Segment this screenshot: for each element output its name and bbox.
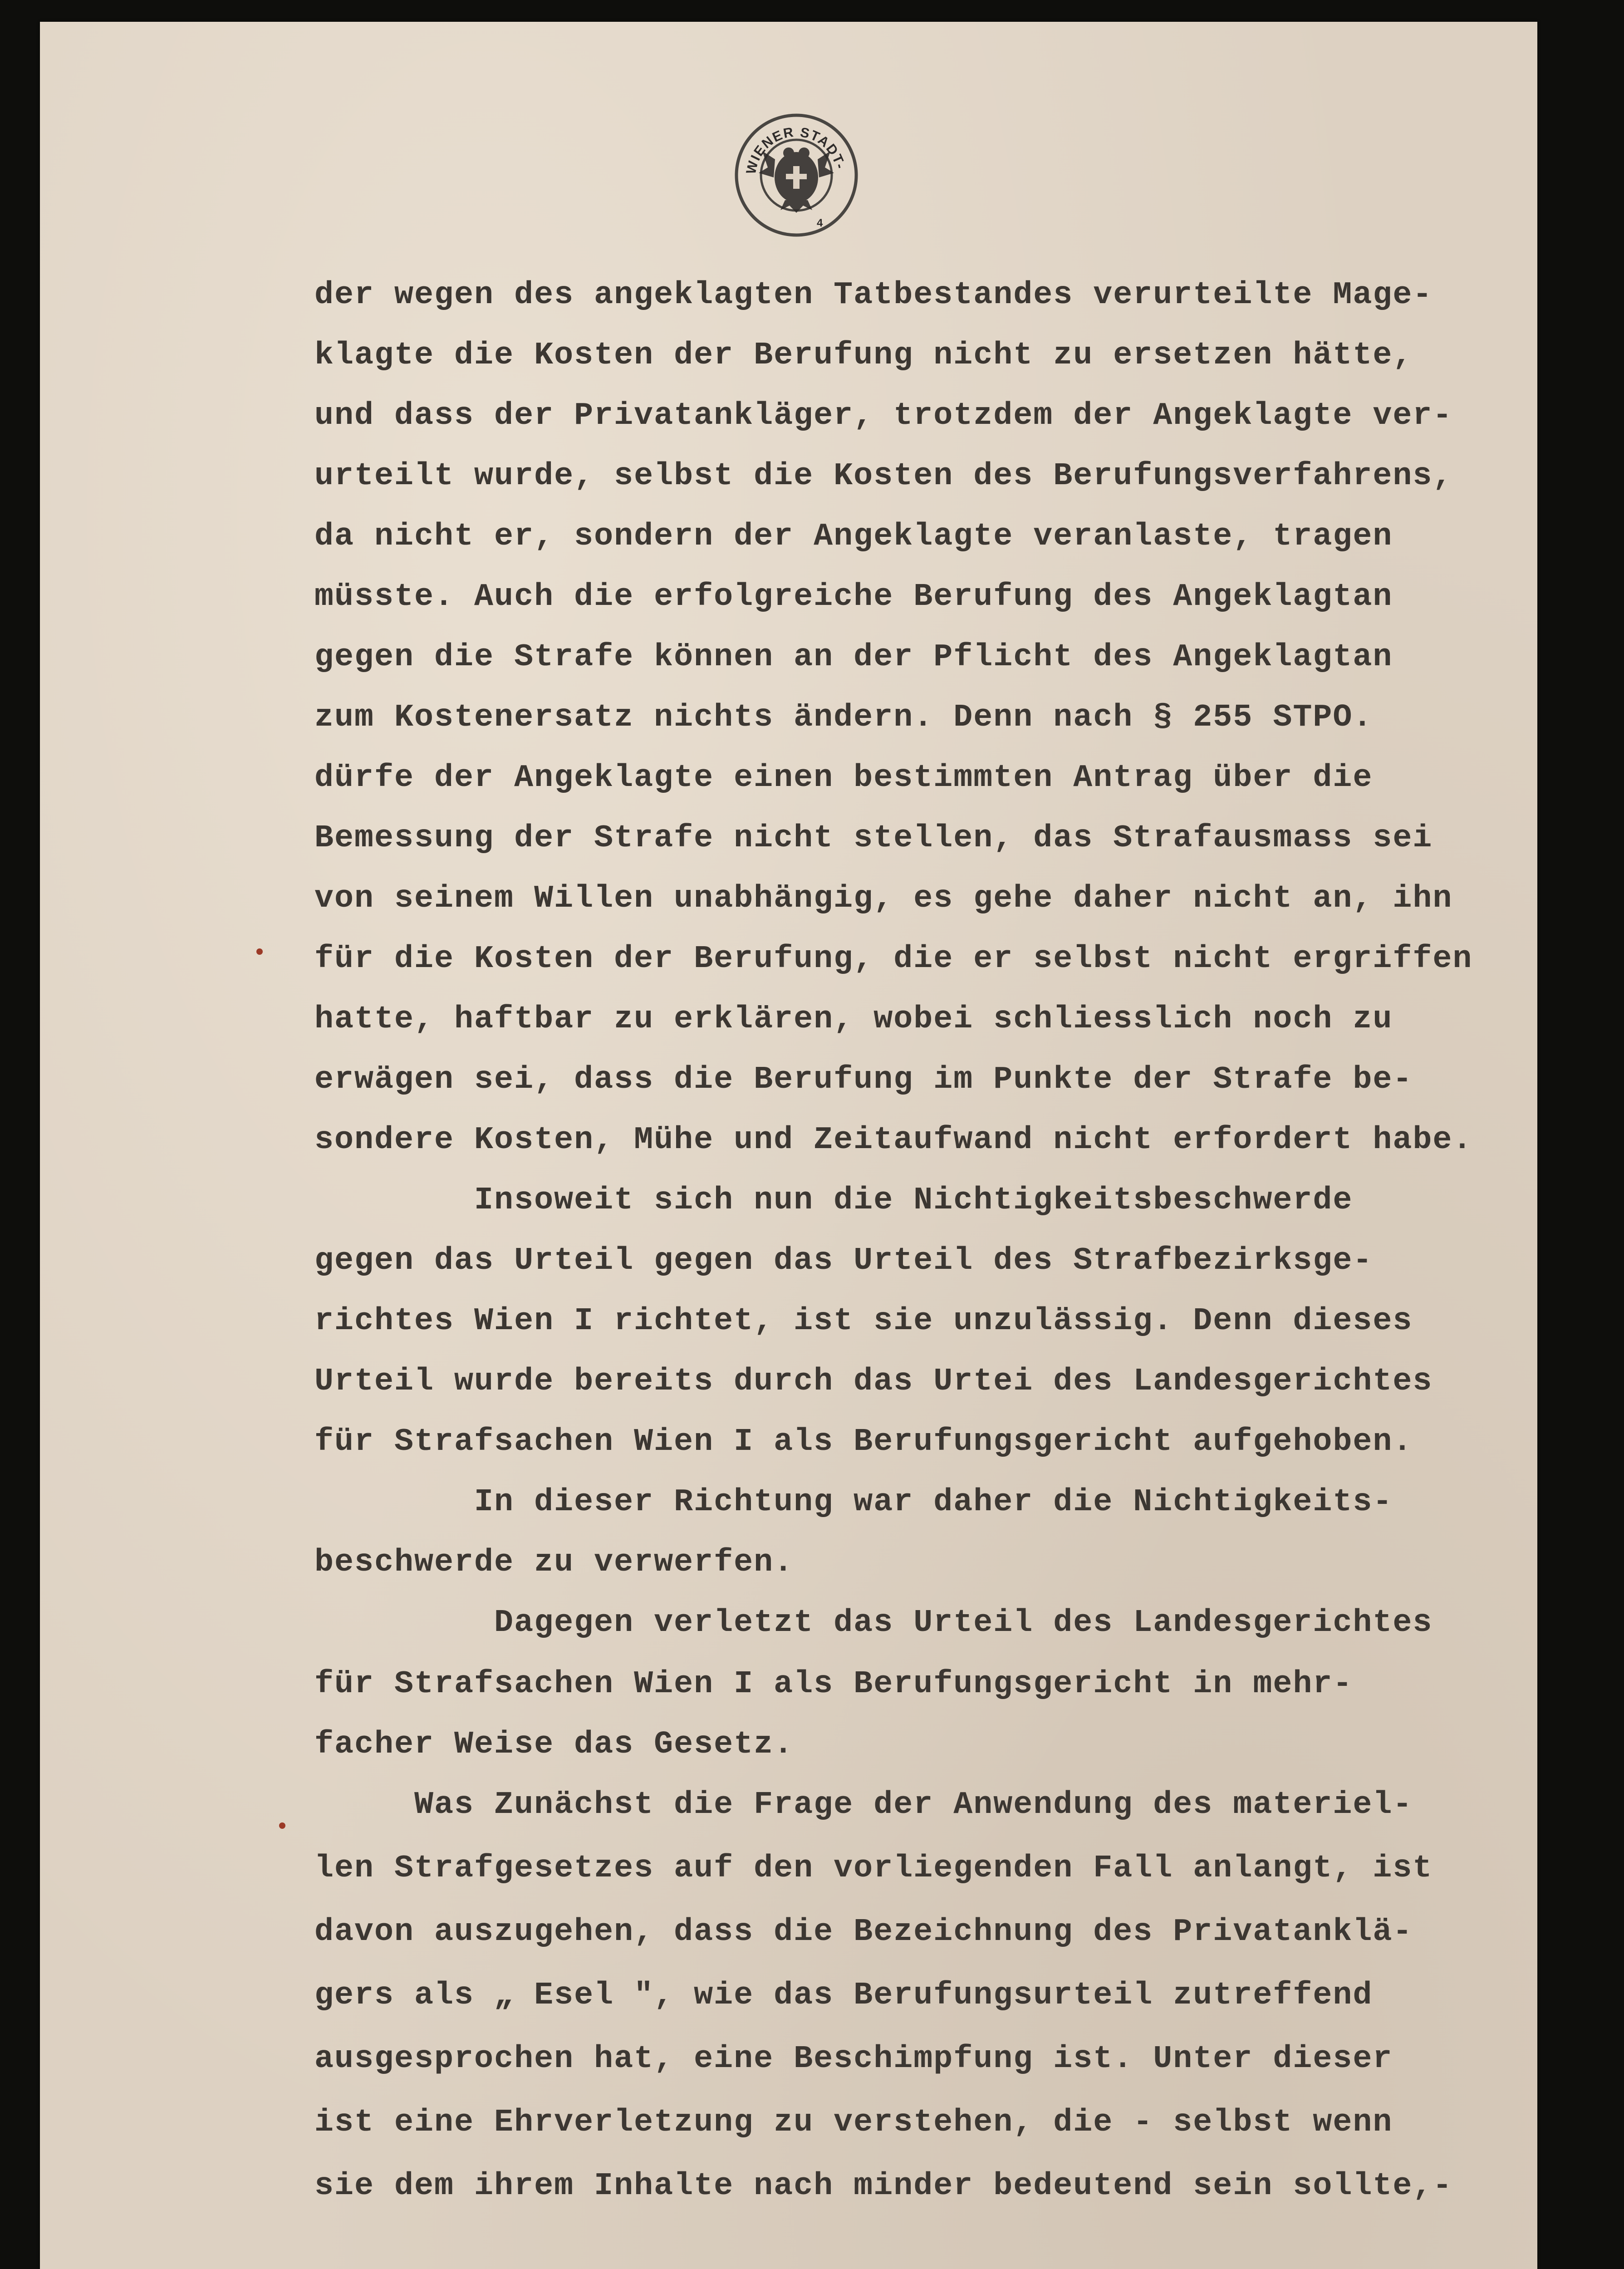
text-line: ausgesprochen hat, eine Beschimpfung ist. Unter dieser bbox=[314, 2041, 1393, 2077]
text-line: hatte, haftbar zu erklären, wobei schliesslich noch zu bbox=[314, 1002, 1393, 1037]
text-line: gegen das Urteil gegen das Urteil des Strafbezirksge- bbox=[314, 1243, 1373, 1279]
text-line: Insoweit sich nun die Nichtigkeitsbeschwerde bbox=[314, 1183, 1353, 1218]
text-line: für Strafsachen Wien I als Berufungsgericht aufgehoben. bbox=[314, 1424, 1413, 1460]
stamp-text: WIENER STADT- bbox=[743, 124, 848, 176]
text-line: richtes Wien I richtet, ist sie unzulässig. Denn dieses bbox=[314, 1303, 1413, 1339]
text-line: In dieser Richtung war daher die Nichtigkeits- bbox=[314, 1484, 1393, 1520]
text-line: erwägen sei, dass die Berufung im Punkte der Strafe be- bbox=[314, 1062, 1413, 1098]
text-line: Dagegen verletzt das Urteil des Landesgerichtes bbox=[314, 1605, 1433, 1641]
text-line: len Strafgesetzes auf den vorliegenden Fall anlangt, ist bbox=[314, 1851, 1433, 1886]
text-line: dürfe der Angeklagte einen bestimmten Antrag über die bbox=[314, 760, 1373, 796]
text-line: facher Weise das Gesetz. bbox=[314, 1727, 794, 1763]
text-line: von seinem Willen unabhängig, es gehe daher nicht an, ihn bbox=[314, 881, 1453, 917]
text-line: Urteil wurde bereits durch das Urtei des Landesgerichtes bbox=[314, 1364, 1433, 1400]
text-line: beschwerde zu verwerfen. bbox=[314, 1545, 794, 1581]
text-line: da nicht er, sondern der Angeklagte veranlaste, tragen bbox=[314, 519, 1393, 555]
text-line: sie dem ihrem Inhalte nach minder bedeutend sein sollte,- bbox=[314, 2168, 1453, 2204]
text-line: klagte die Kosten der Berufung nicht zu ersetzen hätte, bbox=[314, 338, 1413, 373]
text-line: müsste. Auch die erfolgreiche Berufung des Angeklagtan bbox=[314, 579, 1393, 615]
text-line: urteilt wurde, selbst die Kosten des Berufungsverfahrens, bbox=[314, 458, 1453, 494]
text-line: Bemessung der Strafe nicht stellen, das Strafausmass sei bbox=[314, 820, 1433, 856]
library-stamp bbox=[731, 109, 862, 241]
margin-ink-dot bbox=[256, 948, 263, 955]
text-line: zum Kostenersatz nichts ändern. Denn nach § 255 STPO. bbox=[314, 700, 1373, 736]
text-line: gers als „ Esel ", wie das Berufungsurteil zutreffend bbox=[314, 1978, 1373, 2014]
stamp-number: 4 bbox=[817, 217, 823, 229]
text-line: für Strafsachen Wien I als Berufungsgericht in mehr- bbox=[314, 1666, 1353, 1702]
text-line: gegen die Strafe können an der Pflicht des Angeklagtan bbox=[314, 639, 1393, 675]
text-line: der wegen des angeklagten Tatbestandes verurteilte Mage- bbox=[314, 277, 1433, 313]
text-line: sondere Kosten, Mühe und Zeitaufwand nicht erfordert habe. bbox=[314, 1122, 1473, 1158]
text-line: und dass der Privatankläger, trotzdem der Angeklagte ver- bbox=[314, 398, 1453, 434]
text-line: ist eine Ehrverletzung zu verstehen, die - selbst wenn bbox=[314, 2105, 1393, 2141]
text-line: für die Kosten der Berufung, die er selbst nicht ergriffen bbox=[314, 941, 1473, 977]
document-page bbox=[40, 22, 1537, 2269]
margin-ink-dot bbox=[279, 1822, 285, 1829]
text-line: davon auszugehen, dass die Bezeichnung des Privatanklä- bbox=[314, 1914, 1413, 1950]
eagle-crest-icon bbox=[731, 109, 862, 241]
body-text bbox=[314, 265, 1567, 2220]
text-line: Was Zunächst die Frage der Anwendung des materiel- bbox=[314, 1787, 1413, 1823]
